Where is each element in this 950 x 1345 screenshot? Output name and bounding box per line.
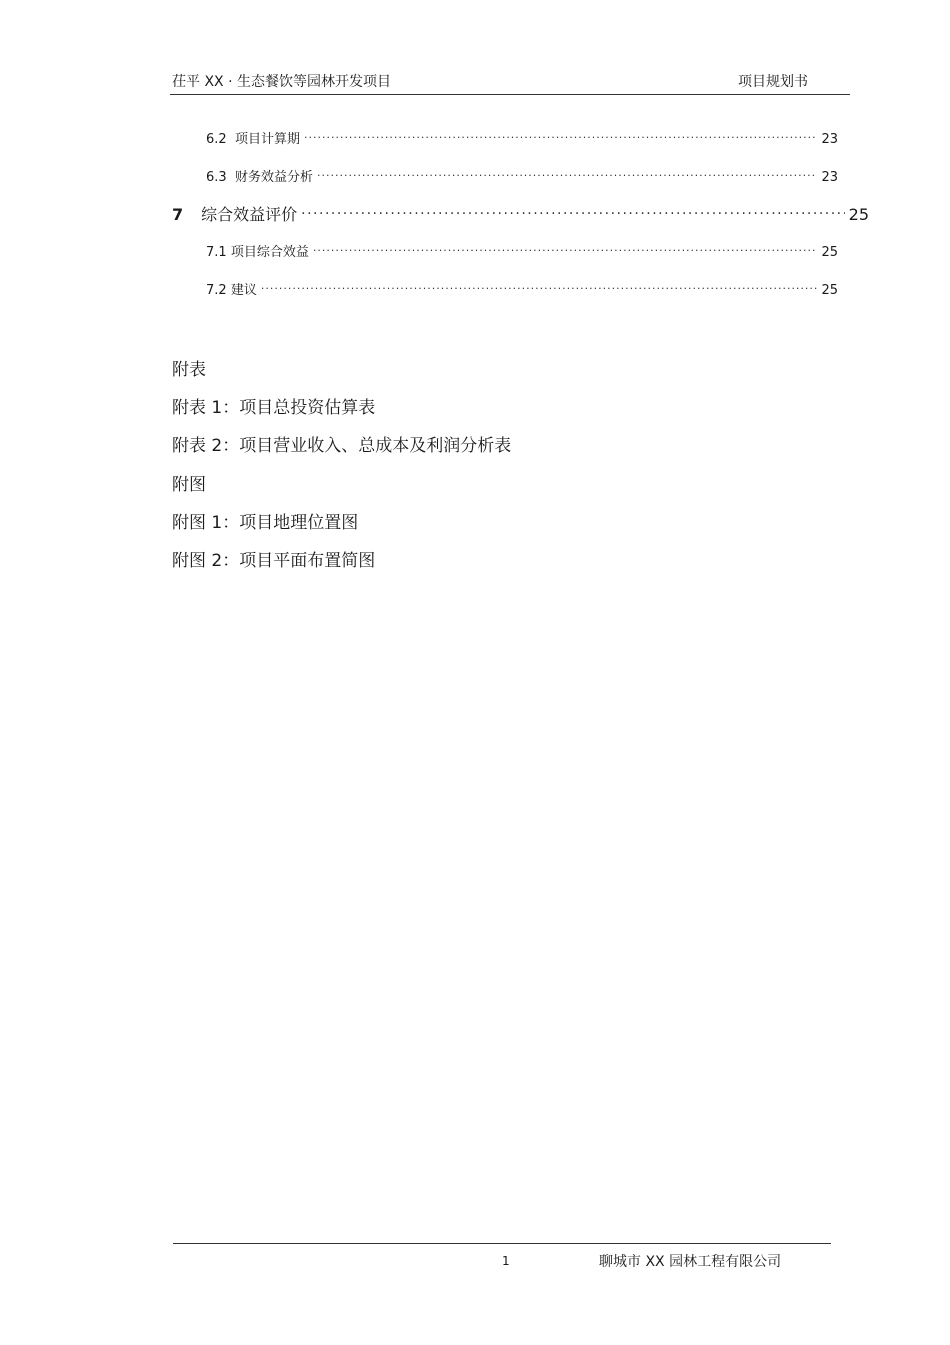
- toc-entry-label: 项目计算期: [234, 132, 300, 147]
- appendix-figure-2[interactable]: 附图 2：项目平面布置简图: [172, 551, 376, 571]
- footer-divider: [173, 1243, 831, 1244]
- footer-company-name: 聊城市 XX 园林工程有限公司: [599, 1254, 782, 1270]
- toc-dot-leader: [313, 243, 818, 256]
- appendix-figure-1[interactable]: 附图 1：项目地理位置图: [172, 513, 359, 533]
- toc-dot-leader: [304, 130, 817, 143]
- toc-entry-number: 7: [172, 205, 184, 224]
- appendix-figures-heading: 附图: [172, 475, 206, 495]
- appendix-tables-heading: 附表: [172, 360, 206, 380]
- toc-entry-page: 25: [821, 245, 838, 260]
- toc-dot-leader: [317, 168, 817, 181]
- header-project-title: 茌平 XX · 生态餐饮等园林开发项目: [172, 74, 391, 90]
- toc-entry-number: 7.2: [206, 283, 227, 298]
- toc-entry-label: 建议: [230, 283, 257, 298]
- toc-entry-label: 项目综合效益: [230, 245, 309, 260]
- toc-dot-leader: [261, 281, 818, 294]
- header-document-type: 项目规划书: [738, 74, 808, 90]
- toc-entry-6-3[interactable]: [206, 166, 838, 185]
- page-number: 1: [502, 1254, 510, 1268]
- toc-entry-6-2[interactable]: [206, 128, 838, 147]
- toc-entry-page: 25: [848, 205, 869, 224]
- toc-entry-7[interactable]: [172, 202, 869, 225]
- toc-entry-7-1[interactable]: [206, 241, 838, 260]
- toc-entry-number: 6.2: [206, 132, 227, 147]
- toc-entry-number: 7.1: [206, 245, 227, 260]
- toc-entry-page: 25: [821, 283, 838, 298]
- toc-dot-leader: [301, 204, 844, 220]
- appendix-table-2[interactable]: 附表 2：项目营业收入、总成本及利润分析表: [172, 436, 512, 456]
- toc-entry-label: 财务效益分析: [234, 170, 313, 185]
- toc-entry-page: 23: [821, 132, 838, 147]
- appendix-table-1[interactable]: 附表 1：项目总投资估算表: [172, 398, 376, 418]
- toc-entry-7-2[interactable]: [206, 279, 838, 298]
- toc-entry-number: 6.3: [206, 170, 227, 185]
- toc-entry-page: 23: [821, 170, 838, 185]
- header-divider: [170, 94, 850, 95]
- toc-entry-label: 综合效益评价: [201, 205, 298, 224]
